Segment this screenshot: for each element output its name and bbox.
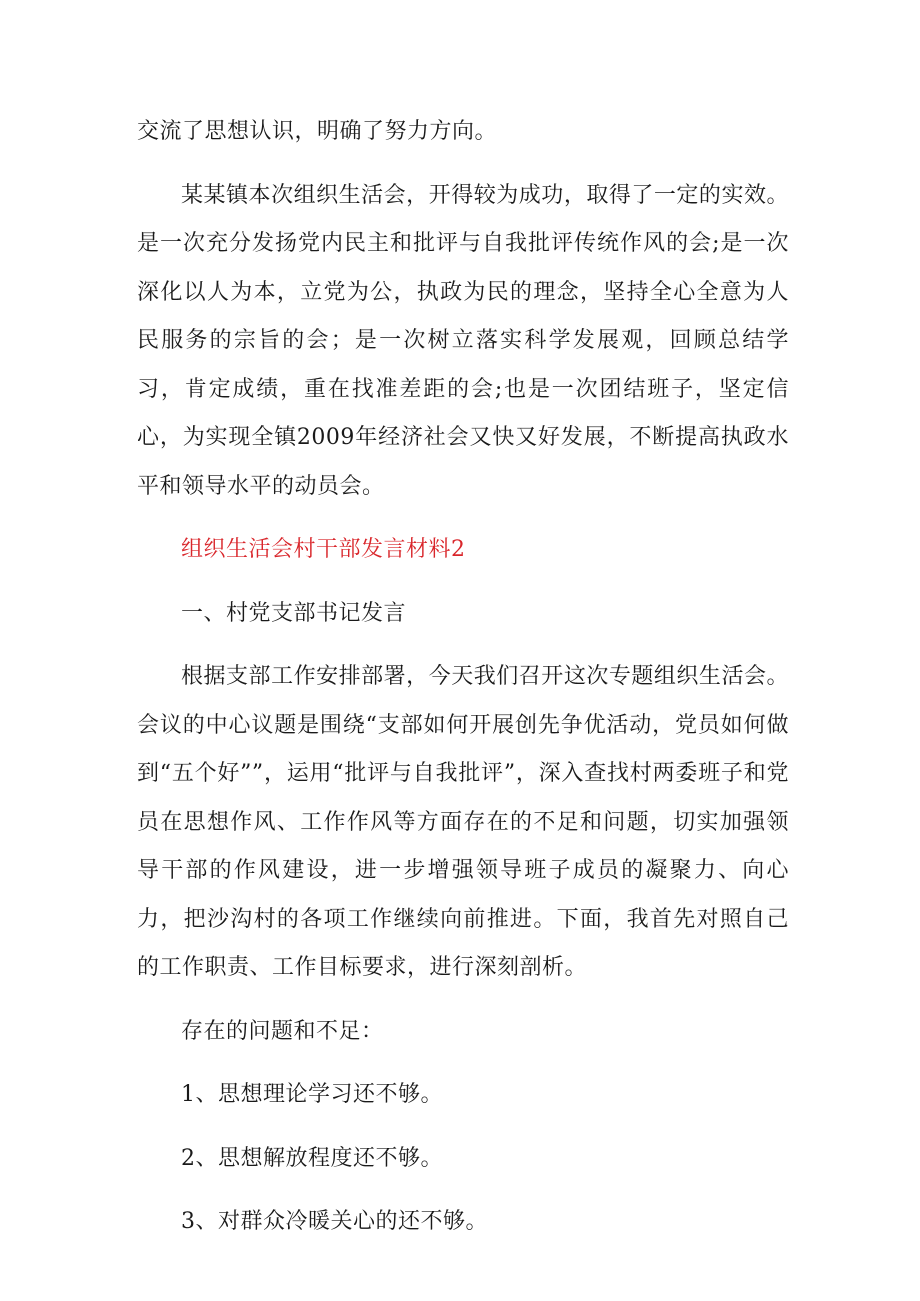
list-item: 2、思想解放程度还不够。 <box>181 1145 443 1171</box>
section-heading: 组织生活会村干部发言材料2 <box>181 537 466 562</box>
document-body <box>137 108 789 1247</box>
paragraph-speech: 根据支部工作安排部署，今天我们召开这次专题组织生活会。会议的中心议题是围绕“支部如何开展创先争优活动，党员如何做到“五个好””，运用“批评与自我批评”，深入查找村两委班子和党员在思想作风、工作作风等方面存在的不足和问题，切实加强领导干部的作风建设，进一步增强领导班子成员的凝聚力、向心力，把沙沟村的各项工作继续向前推进。下面，我首先对照自己的工作职责、工作目标要求，进行深刻剖析。 <box>137 664 789 980</box>
list-item: 3、对群众冷暖关心的还不够。 <box>181 1209 488 1234</box>
problems-heading: 存在的问题和不足： <box>181 1018 384 1044</box>
paragraph-continuation: 交流了思想认识，明确了努力方向。 <box>137 119 498 144</box>
paragraph-summary: 某某镇本次组织生活会，开得较为成功，取得了一定的实效。是一次充分发扬党内民主和批评与自我批评传统作风的会;是一次深化以人为本，立党为公，执政为民的理念，坚持全心全意为人民服务的宗旨的会；是一次树立落实科学发展观，回顾总结学习，肯定成绩，重在找准差距的会;也是一次团结班子，坚定信心，为实现全镇2009年经济社会又快又好发展，不断提高执政水平和领导水平的动员会。 <box>137 182 789 499</box>
list-item: 1、思想理论学习还不够。 <box>181 1082 443 1107</box>
subsection-heading: 一、村党支部书记发言 <box>181 600 407 626</box>
